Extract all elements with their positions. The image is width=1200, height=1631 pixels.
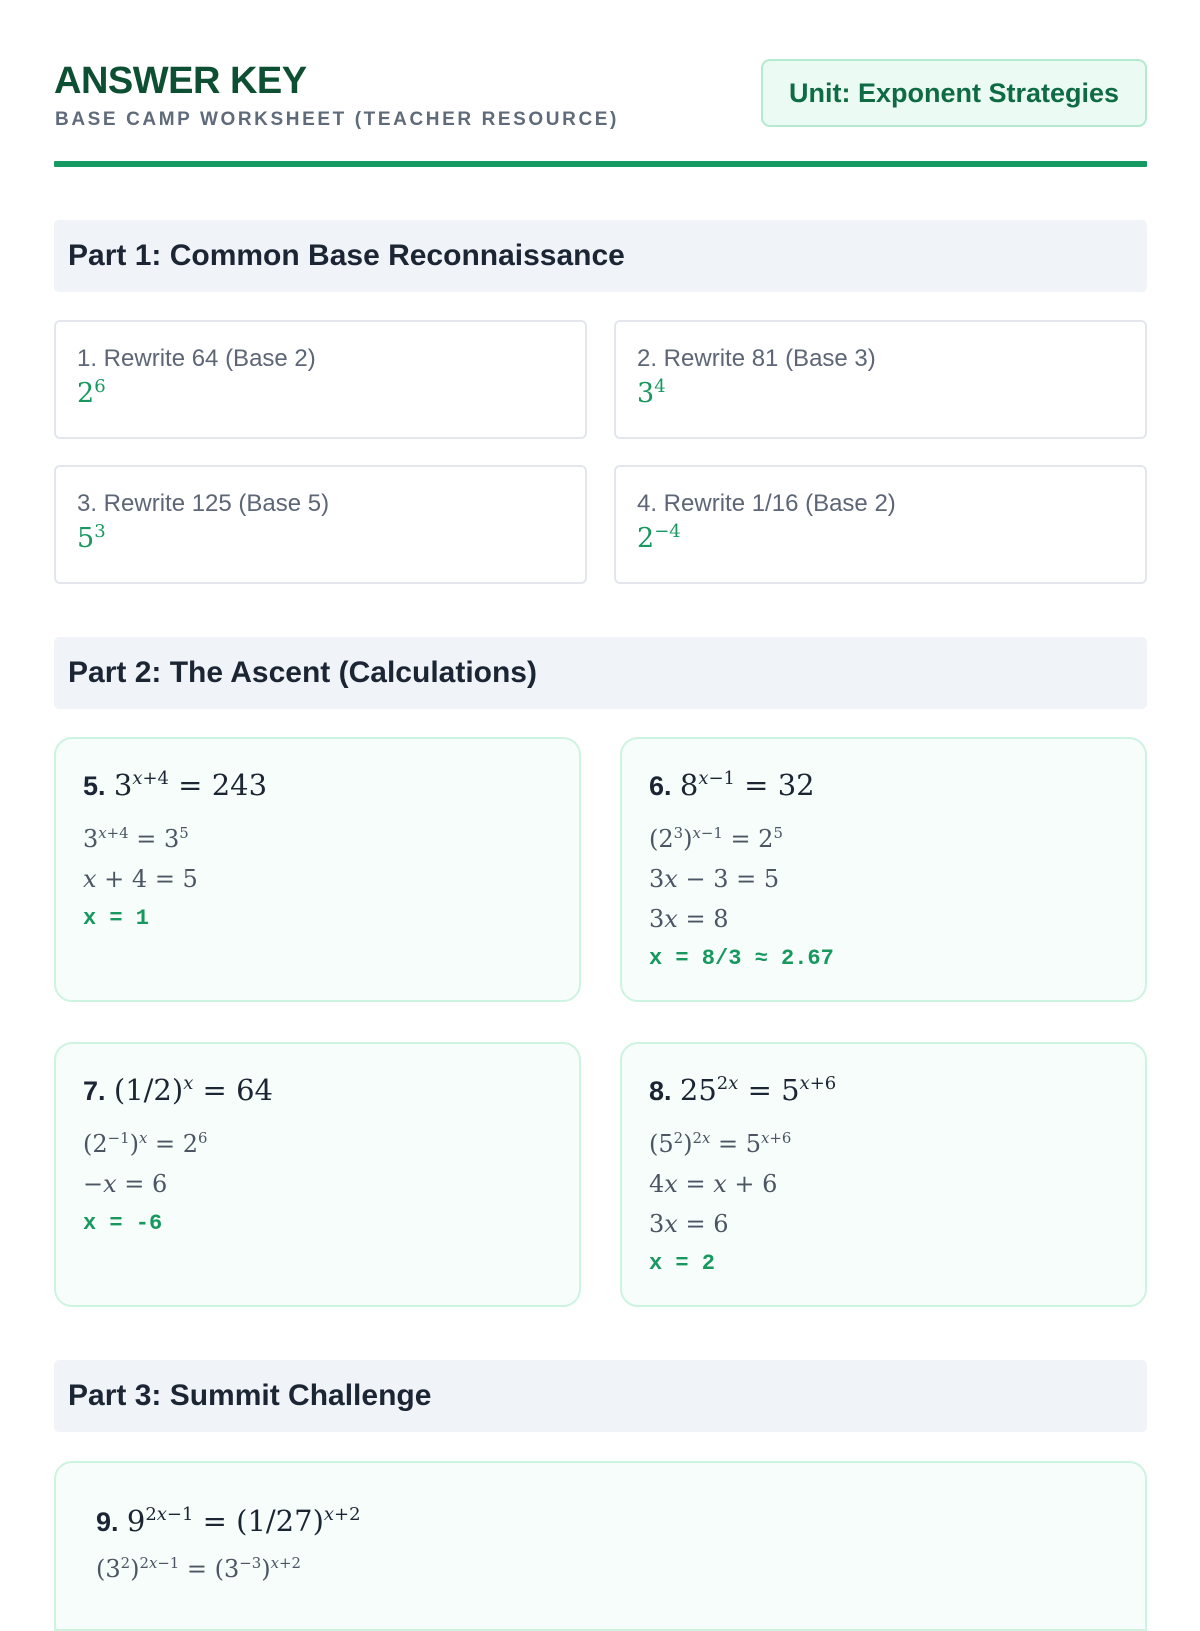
calc-card-8 bbox=[620, 1042, 1147, 1307]
page-subtitle: BASE CAMP WORKSHEET (TEACHER RESOURCE) bbox=[55, 109, 619, 130]
solution-step: x + 4 = 5 bbox=[83, 865, 198, 893]
calc-card-5 bbox=[54, 737, 581, 1002]
section-title: Part 3: Summit Challenge bbox=[68, 1379, 432, 1412]
solution-steps bbox=[649, 1124, 791, 1284]
final-answer: x = 8/3 ≈ 2.67 bbox=[649, 946, 834, 971]
solution-step: −x = 6 bbox=[83, 1170, 168, 1198]
final-answer: x = 2 bbox=[649, 1251, 716, 1276]
problem-heading: 5. $3^{x+4} = 243$ bbox=[83, 768, 268, 802]
calc-card-9 bbox=[54, 1461, 1147, 1631]
solution-step: $(3^2)^{2x-1} = (3^{-3})^{x+2}$ bbox=[96, 1554, 301, 1583]
question-card-1 bbox=[54, 320, 587, 439]
final-answer: x = -6 bbox=[83, 1211, 163, 1236]
page-title: ANSWER KEY bbox=[54, 60, 307, 102]
section-title: Part 2: The Ascent (Calculations) bbox=[68, 656, 537, 689]
solution-step: 3x = 6 bbox=[649, 1210, 729, 1238]
answer-expression: $3^4$ bbox=[637, 376, 666, 409]
solution-step: $(5^2)^{2x} = 5^{x+6}$ bbox=[649, 1129, 792, 1158]
solution-steps bbox=[83, 1124, 207, 1244]
header-divider bbox=[54, 161, 1147, 167]
question-card-4 bbox=[614, 465, 1147, 584]
section-header-part3 bbox=[54, 1360, 1147, 1432]
solution-step: $(2^3)^{x-1} = 2^5$ bbox=[649, 824, 783, 853]
answer-expression: $2^{-4}$ bbox=[637, 521, 681, 554]
solution-step: $3^{x+4} = 3^5$ bbox=[83, 824, 189, 853]
answer-expression: $2^6$ bbox=[77, 376, 106, 409]
question-text: 1. Rewrite 64 (Base 2) bbox=[77, 345, 316, 372]
solution-step: 3x = 8 bbox=[649, 905, 729, 933]
calc-card-7 bbox=[54, 1042, 581, 1307]
question-text: 3. Rewrite 125 (Base 5) bbox=[77, 490, 330, 517]
problem-heading: 7. $(1/2)^x = 64$ bbox=[83, 1073, 273, 1107]
solution-step: $(2^{-1})^x = 2^6$ bbox=[83, 1129, 208, 1158]
problem-heading: 9. $9^{2x-1} = (1/27)^{x+2}$ bbox=[96, 1504, 361, 1538]
calc-card-6 bbox=[620, 737, 1147, 1002]
question-card-2 bbox=[614, 320, 1147, 439]
question-text: 4. Rewrite 1/16 (Base 2) bbox=[637, 490, 896, 517]
solution-steps bbox=[83, 819, 198, 939]
solution-steps bbox=[649, 819, 834, 979]
problem-heading: 8. $25^{2x} = 5^{x+6}$ bbox=[649, 1073, 837, 1107]
section-title: Part 1: Common Base Reconnaissance bbox=[68, 239, 625, 272]
solution-step: 3x − 3 = 5 bbox=[649, 865, 780, 893]
page-header bbox=[54, 58, 1147, 168]
solution-step: 4x = x + 6 bbox=[649, 1170, 778, 1198]
section-header-part2 bbox=[54, 637, 1147, 709]
section-header-part1 bbox=[54, 220, 1147, 292]
final-answer: x = 1 bbox=[83, 906, 150, 931]
unit-badge: Unit: Exponent Strategies bbox=[761, 59, 1147, 127]
question-card-3 bbox=[54, 465, 587, 584]
answer-expression: $5^3$ bbox=[77, 521, 106, 554]
question-text: 2. Rewrite 81 (Base 3) bbox=[637, 345, 876, 372]
solution-steps bbox=[96, 1549, 301, 1589]
problem-heading: 6. $8^{x-1} = 32$ bbox=[649, 768, 815, 802]
